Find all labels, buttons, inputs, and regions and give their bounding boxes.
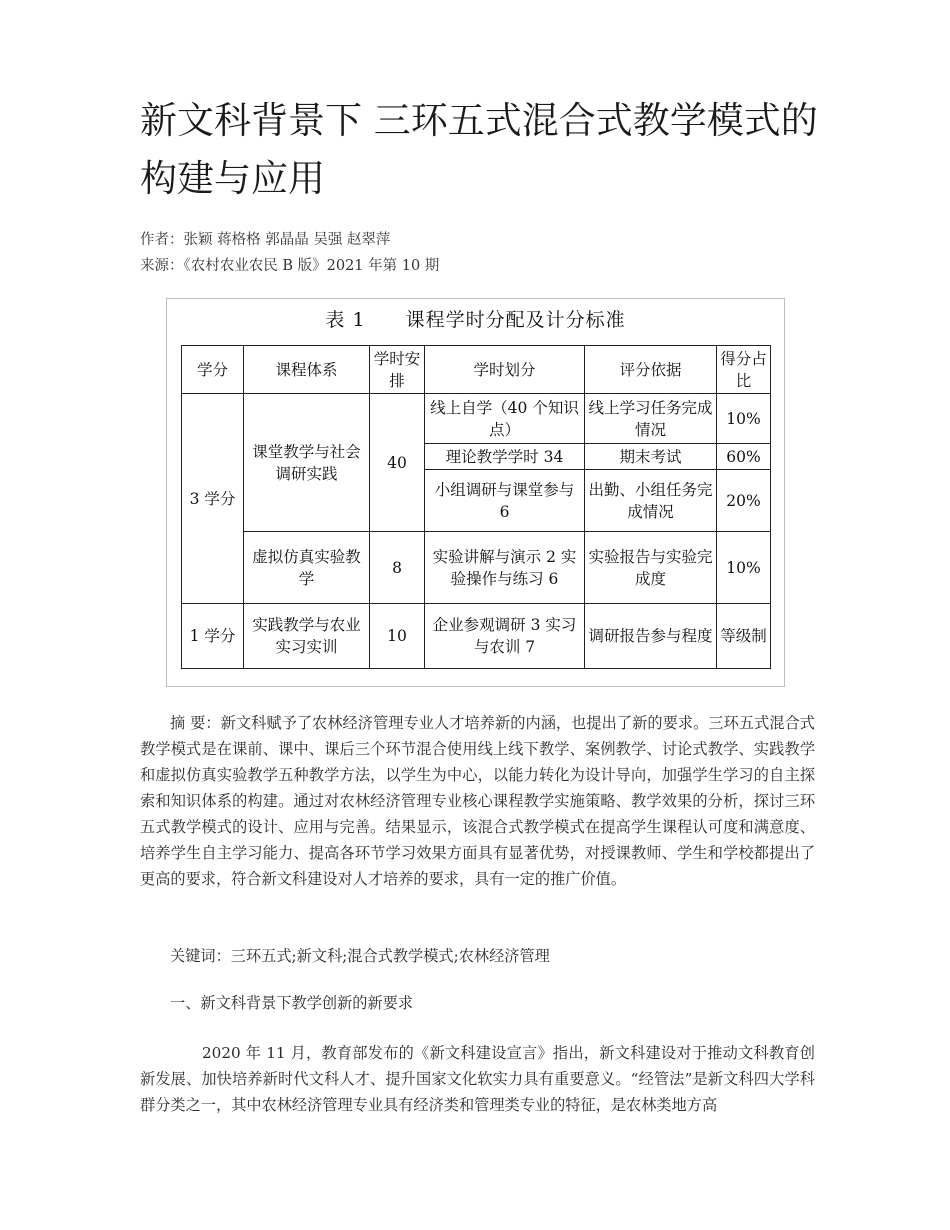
- table-figure: [166, 298, 785, 687]
- course-cell: 实践教学与农业实习实训: [244, 604, 370, 669]
- division-cell: 小组调研与课堂参与 6: [425, 470, 585, 532]
- share-cell: 等级制: [717, 604, 771, 669]
- share-cell: 60%: [717, 444, 771, 470]
- header-credit: 学分: [182, 346, 244, 394]
- article-title: 新文科背景下 三环五式混合式教学模式的构建与应用: [140, 99, 818, 200]
- header-hours: 学时安排: [370, 346, 425, 394]
- hours-cell: 8: [370, 532, 425, 604]
- header-scoring-basis: 评分依据: [585, 346, 717, 394]
- course-cell: 虚拟仿真实验教学: [244, 532, 370, 604]
- division-cell: 线上自学（40 个知识点）: [425, 394, 585, 444]
- hours-cell: 10: [370, 604, 425, 669]
- table-row: [182, 394, 771, 444]
- table-row: [182, 604, 771, 669]
- basis-cell: 调研报告参与程度: [585, 604, 717, 669]
- course-hours-table: [181, 345, 771, 669]
- table-caption: [167, 305, 784, 332]
- division-cell: 实验讲解与演示 2 实验操作与练习 6: [425, 532, 585, 604]
- table-title: 课程学时分配及计分标准: [405, 309, 626, 331]
- division-cell: 理论教学学时 34: [425, 444, 585, 470]
- table-header-row: [182, 346, 771, 394]
- share-cell: 20%: [717, 470, 771, 532]
- table-number: 表 1: [325, 309, 366, 331]
- basis-cell: 实验报告与实验完成度: [585, 532, 717, 604]
- section-heading: 一、新文科背景下教学创新的新要求: [170, 994, 413, 1012]
- header-score-share: 得分占比: [717, 346, 771, 394]
- share-cell: 10%: [717, 394, 771, 444]
- basis-cell: 线上学习任务完成情况: [585, 394, 717, 444]
- header-hour-division: 学时划分: [425, 346, 585, 394]
- share-cell: 10%: [717, 532, 771, 604]
- header-course-system: 课程体系: [244, 346, 370, 394]
- division-cell: 企业参观调研 3 实习与农训 7: [425, 604, 585, 669]
- keywords-line: 关键词：三环五式;新文科;混合式教学模式;农林经济管理: [170, 947, 550, 965]
- table-row: [182, 532, 771, 604]
- authors-line: 作者：张颖 蒋格格 郭晶晶 吴强 赵翠萍: [140, 232, 391, 248]
- course-cell: 课堂教学与社会调研实践: [244, 394, 370, 532]
- credit-cell: 3 学分: [182, 394, 244, 604]
- body-paragraph: 2020 年 11 月，教育部发布的《新文科建设宣言》指出，新文科建设对于推动文科教育创新发展、加快培养新时代文科人才、提升国家文化软实力具有重要意义。“经管法”是新文科四大学科群分类之一，其中农林经济管理专业具有经济类和管理类专业的特征，是农林类地方高: [140, 1044, 815, 1114]
- source-line: 来源：《农村农业农民 B 版》2021 年第 10 期: [140, 258, 440, 274]
- basis-cell: 出勤、小组任务完成情况: [585, 470, 717, 532]
- hours-cell: 40: [370, 394, 425, 532]
- basis-cell: 期末考试: [585, 444, 717, 470]
- abstract-paragraph: 摘 要：新文科赋予了农林经济管理专业人才培养新的内涵，也提出了新的要求。三环五式混合式教学模式是在课前、课中、课后三个环节混合使用线上线下教学、案例教学、讨论式教学、实践教学和虚拟仿真实验教学五种教学方法，以学生为中心，以能力转化为设计导向，加强学生学习的自主探索和知识体系的构建。通过对农林经济管理专业核心课程教学实施策略、教学效果的分析，探讨三环五式教学模式的设计、应用与完善。结果显示，该混合式教学模式在提高学生课程认可度和满意度、培养学生自主学习能力、提高各环节学习效果方面具有显著优势，对授课教师、学生和学校都提出了更高的要求，符合新文科建设对人才培养的要求，具有一定的推广价值。: [140, 714, 815, 888]
- credit-cell: 1 学分: [182, 604, 244, 669]
